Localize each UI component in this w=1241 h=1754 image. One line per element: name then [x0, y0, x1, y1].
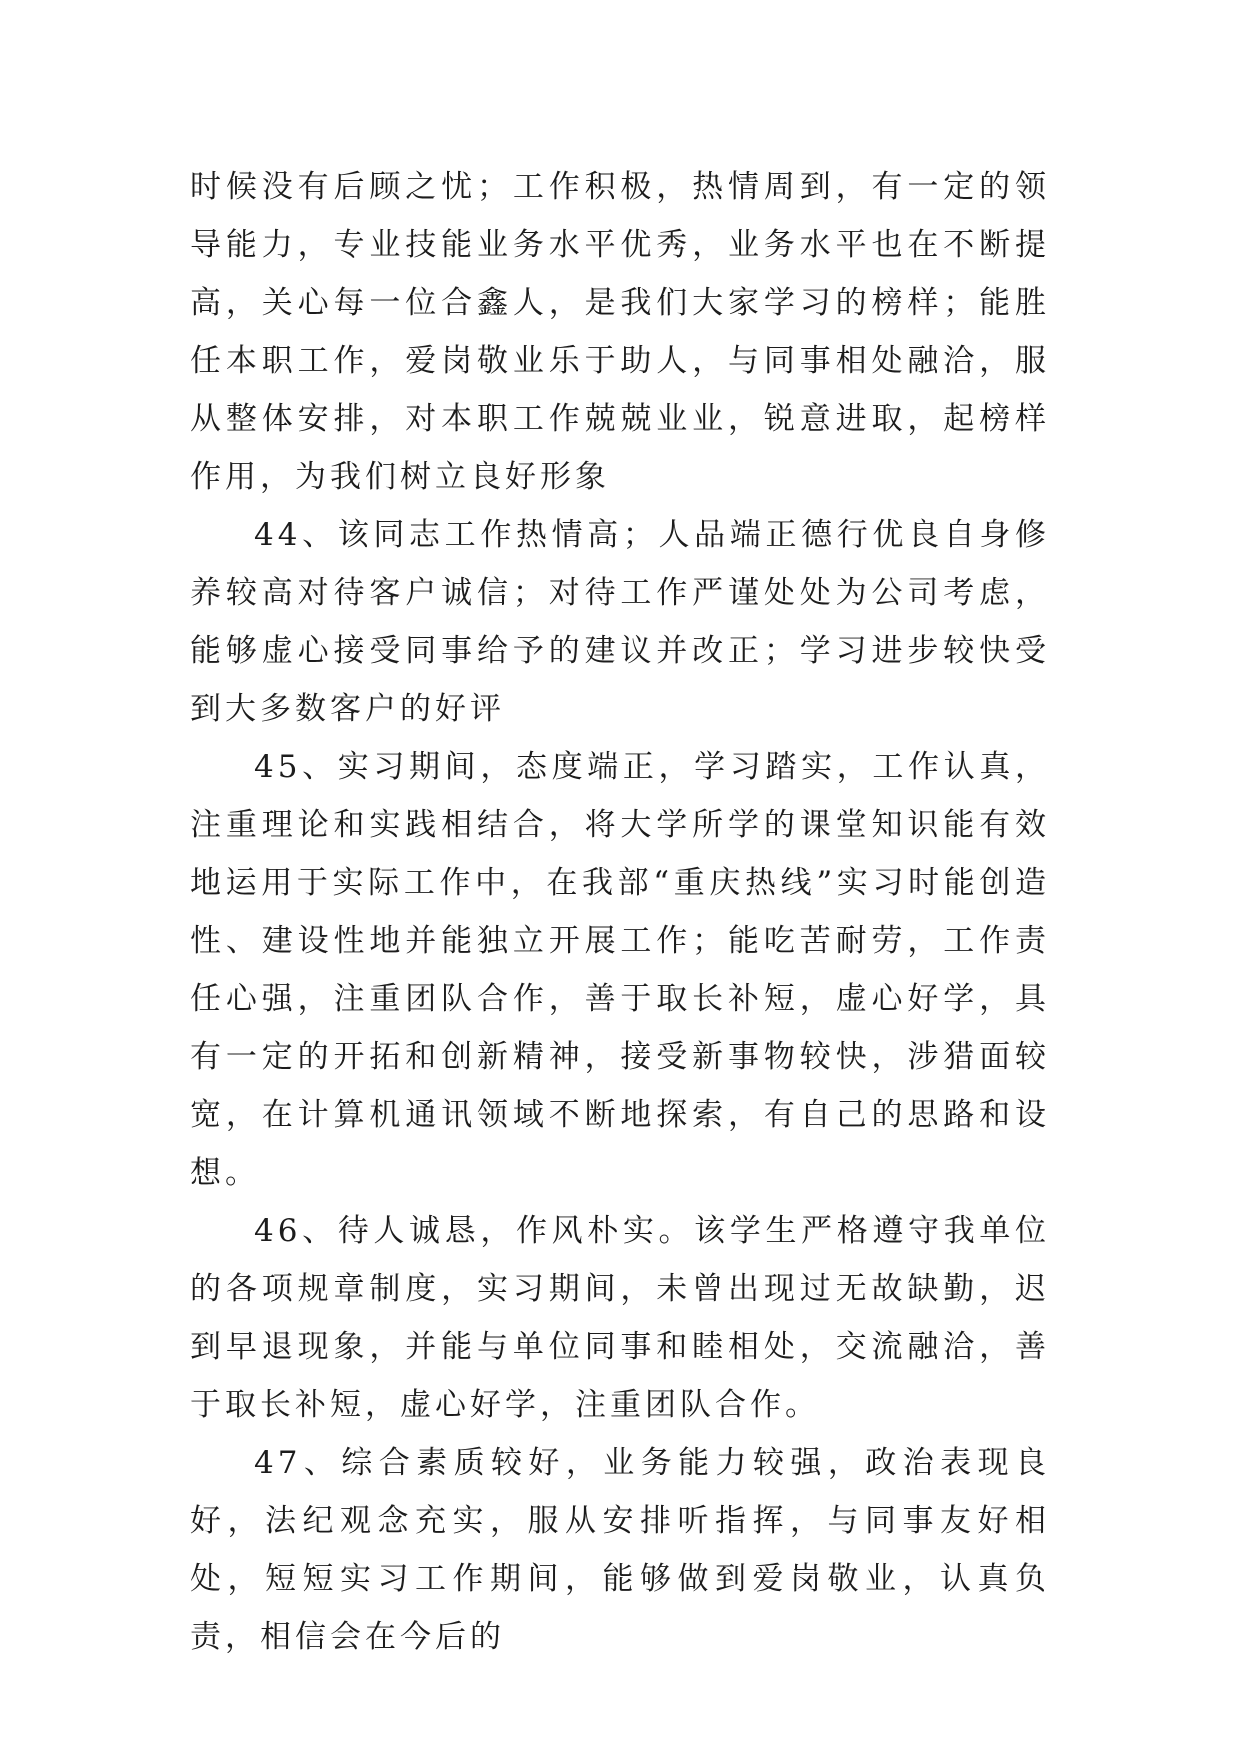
paragraph-continued: 时候没有后顾之忧；工作积极，热情周到，有一定的领导能力，专业技能业务水平优秀，业务水平也在不断提高，关心每一位合鑫人，是我们大家学习的榜样；能胜任本职工作，爱岗敬业乐于助人，与同事相处融洽，服从整体安排，对本职工作兢兢业业，锐意进取，起榜样作用，为我们树立良好形象: [190, 169, 1050, 495]
paragraph-45: 45、实习期间，态度端正，学习踏实，工作认真，注重理论和实践相结合，将大学所学的课堂知识能有效地运用于实际工作中，在我部“重庆热线”实习时能创造性、建设性地并能独立开展工作；能吃苦耐劳，工作责任心强，注重团队合作，善于取长补短，虚心好学，具有一定的开拓和创新精神，接受新事物较快，涉猎面较宽，在计算机通讯领域不断地探索，有自己的思路和设想。: [190, 749, 1050, 1191]
body-text: [190, 158, 1050, 1666]
paragraph-47: 47、综合素质较好，业务能力较强，政治表现良好，法纪观念充实，服从安排听指挥，与同事友好相处，短短实习工作期间，能够做到爱岗敬业，认真负责，相信会在今后的: [190, 1445, 1050, 1655]
paragraph-44: 44、该同志工作热情高；人品端正德行优良自身修养较高对待客户诚信；对待工作严谨处处为公司考虑，能够虚心接受同事给予的建议并改正；学习进步较快受到大多数客户的好评: [190, 517, 1050, 727]
paragraph-46: 46、待人诚恳，作风朴实。该学生严格遵守我单位的各项规章制度，实习期间，未曾出现过无故缺勤，迟到早退现象，并能与单位同事和睦相处，交流融洽，善于取长补短，虚心好学，注重团队合作。: [190, 1213, 1050, 1423]
